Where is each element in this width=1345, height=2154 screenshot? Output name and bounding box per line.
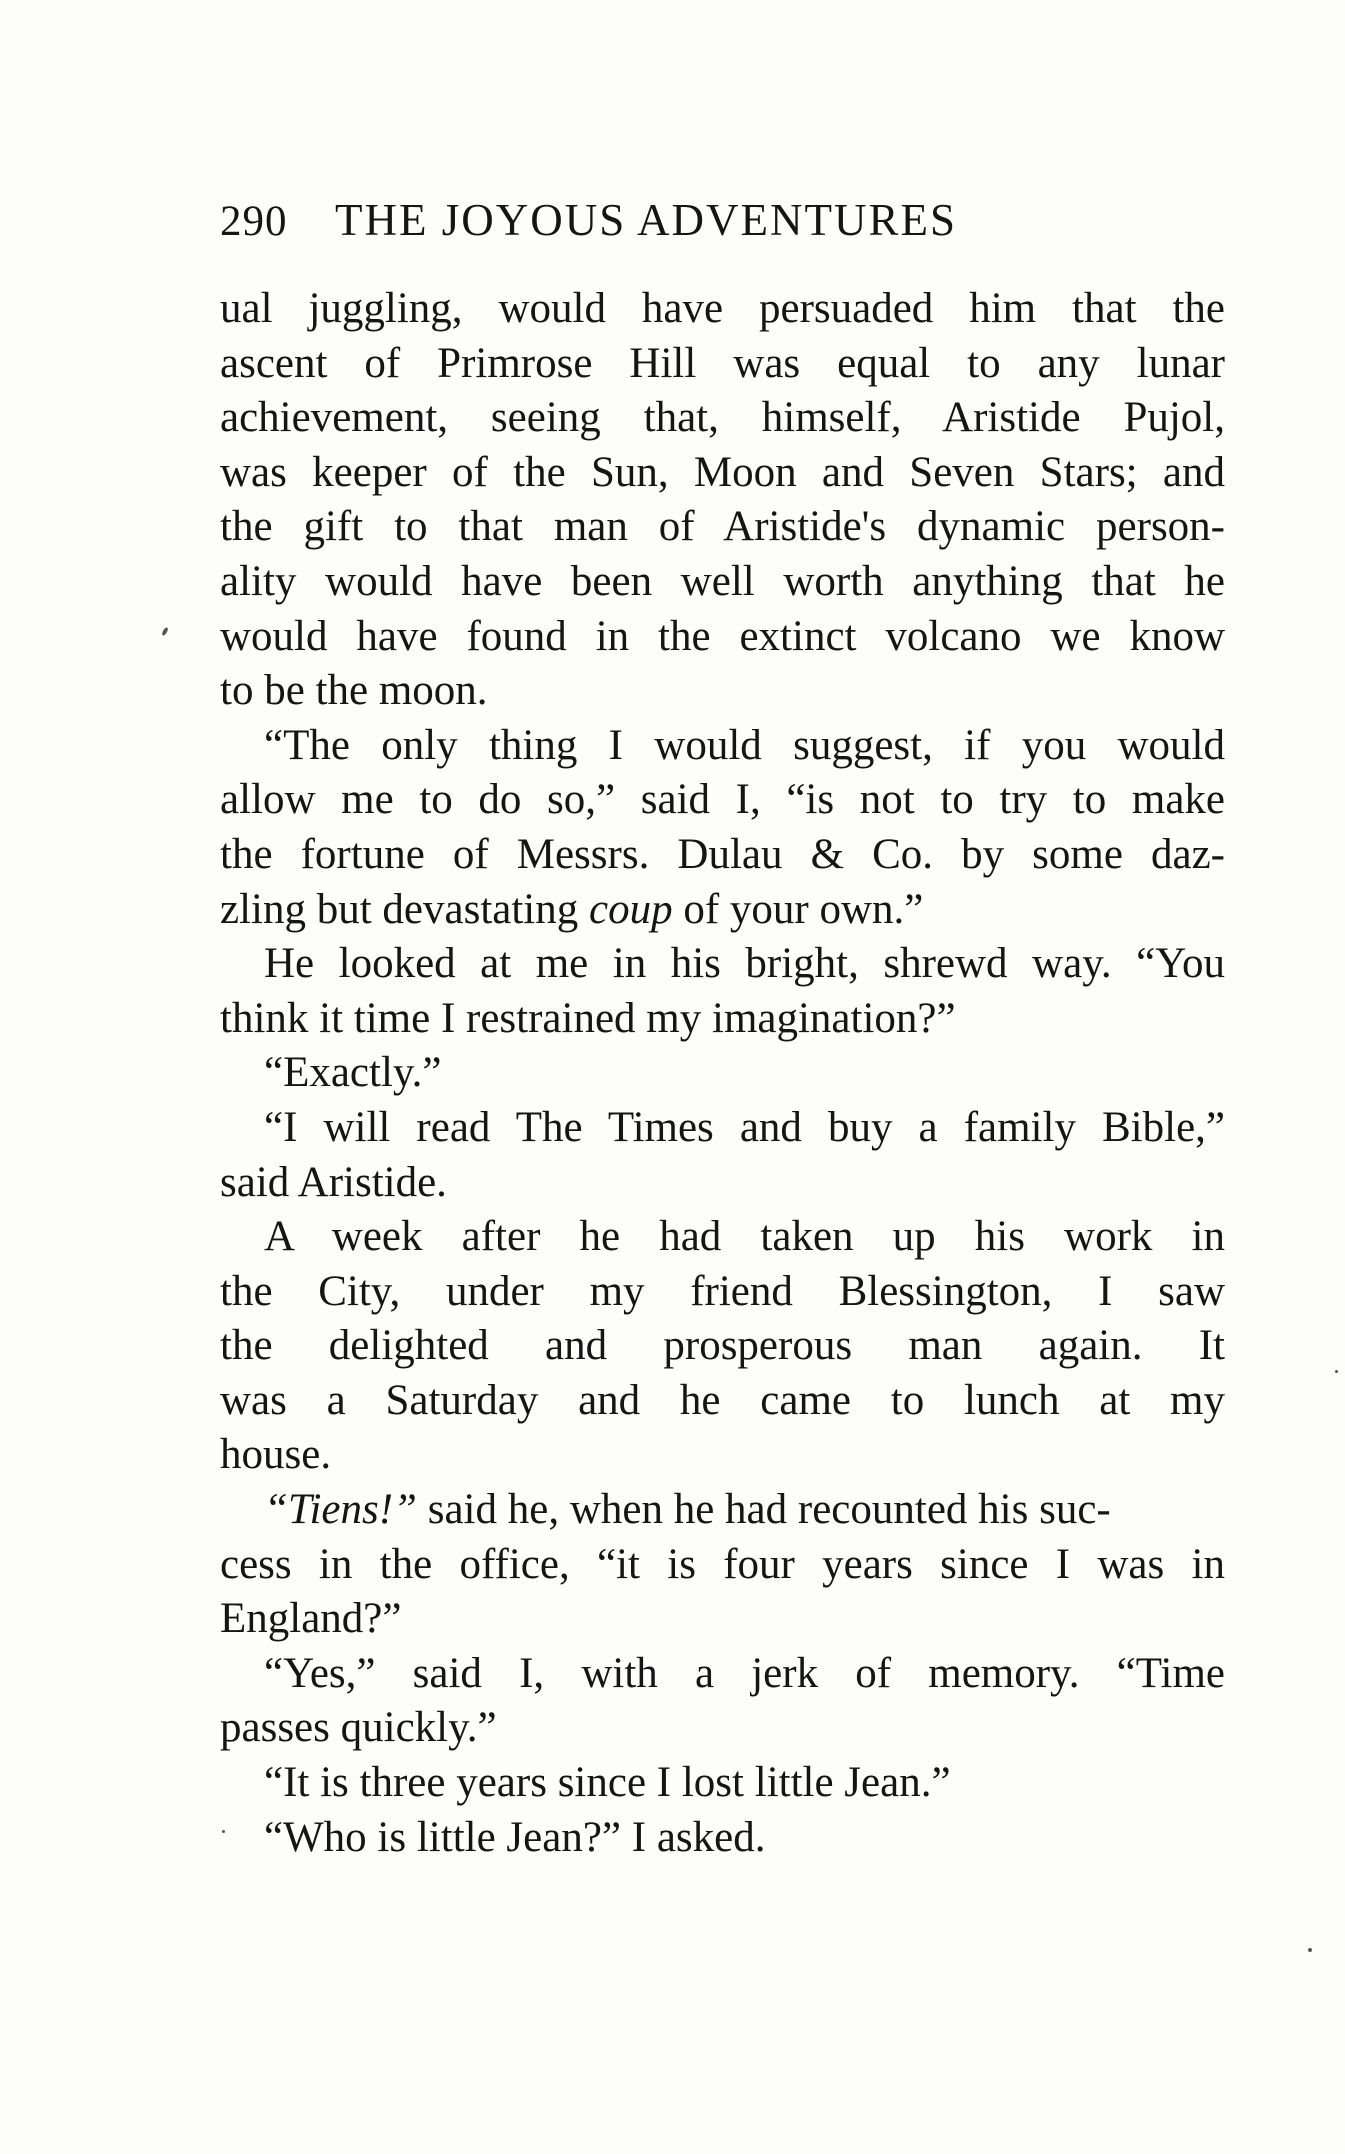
text-line: was keeper of the Sun, Moon and Seven Stars; and bbox=[220, 448, 1225, 496]
text-line: “Exactly.” bbox=[264, 1049, 442, 1097]
text-line: the delighted and prosperous man again. It bbox=[220, 1322, 1225, 1370]
text-line: would have found in the extinct volcano we know bbox=[220, 612, 1225, 660]
text-fragment: zling but devastating bbox=[220, 885, 590, 933]
running-head bbox=[220, 190, 1225, 250]
text-line: the gift to that man of Aristide's dynamic person- bbox=[220, 503, 1225, 551]
text-line: the fortune of Messrs. Dulau & Co. by some daz- bbox=[220, 830, 1225, 878]
text-line: allow me to do so,” said I, “is not to try to make bbox=[220, 776, 1225, 824]
paper-speck bbox=[1308, 1948, 1312, 1952]
text-line: said Aristide. bbox=[220, 1158, 447, 1206]
text-line: “Yes,” said I, with a jerk of memory. “Time bbox=[264, 1649, 1225, 1697]
text-line: cess in the office, “it is four years since I was in bbox=[220, 1540, 1225, 1588]
text-line: “Who is little Jean?” I asked. bbox=[264, 1813, 766, 1861]
text-line: ascent of Primrose Hill was equal to any lunar bbox=[220, 339, 1225, 387]
book-page bbox=[220, 190, 1225, 1865]
text-line bbox=[220, 1483, 1225, 1538]
paper-speck bbox=[222, 1830, 225, 1833]
text-line: England?” bbox=[220, 1595, 402, 1643]
text-line: He looked at me in his bright, shrewd way. “You bbox=[264, 940, 1225, 988]
italic-word: “Tiens!” bbox=[264, 1486, 417, 1534]
text-line: passes quickly.” bbox=[220, 1704, 497, 1752]
text-line bbox=[220, 883, 1225, 938]
book-title: THE JOYOUS ADVENTURES bbox=[335, 195, 958, 245]
paper-speck bbox=[161, 627, 169, 637]
paper-speck bbox=[1335, 1370, 1338, 1373]
text-line: ality would have been well worth anything that he bbox=[220, 557, 1225, 605]
text-line: house. bbox=[220, 1431, 332, 1479]
text-line: think it time I restrained my imagination?” bbox=[220, 994, 956, 1042]
text-fragment: said he, when he had recounted his suc- bbox=[416, 1486, 1111, 1534]
text-fragment: of your own.” bbox=[672, 885, 924, 933]
text-line: “I will read The Times and buy a family Bible,” bbox=[264, 1103, 1225, 1151]
body-text bbox=[220, 282, 1225, 1865]
text-line: was a Saturday and he came to lunch at my bbox=[220, 1376, 1225, 1424]
page-number: 290 bbox=[220, 198, 288, 245]
text-line: to be the moon. bbox=[220, 667, 488, 715]
italic-word: coup bbox=[589, 885, 673, 933]
text-line: “It is three years since I lost little Jean.” bbox=[264, 1759, 951, 1807]
text-line: A week after he had taken up his work in bbox=[264, 1213, 1225, 1261]
text-line: achievement, seeing that, himself, Aristide Pujol, bbox=[220, 394, 1225, 442]
text-line: the City, under my friend Blessington, I saw bbox=[220, 1267, 1225, 1315]
text-line: ual juggling, would have persuaded him that the bbox=[220, 285, 1225, 332]
text-line: “The only thing I would suggest, if you would bbox=[264, 721, 1225, 769]
